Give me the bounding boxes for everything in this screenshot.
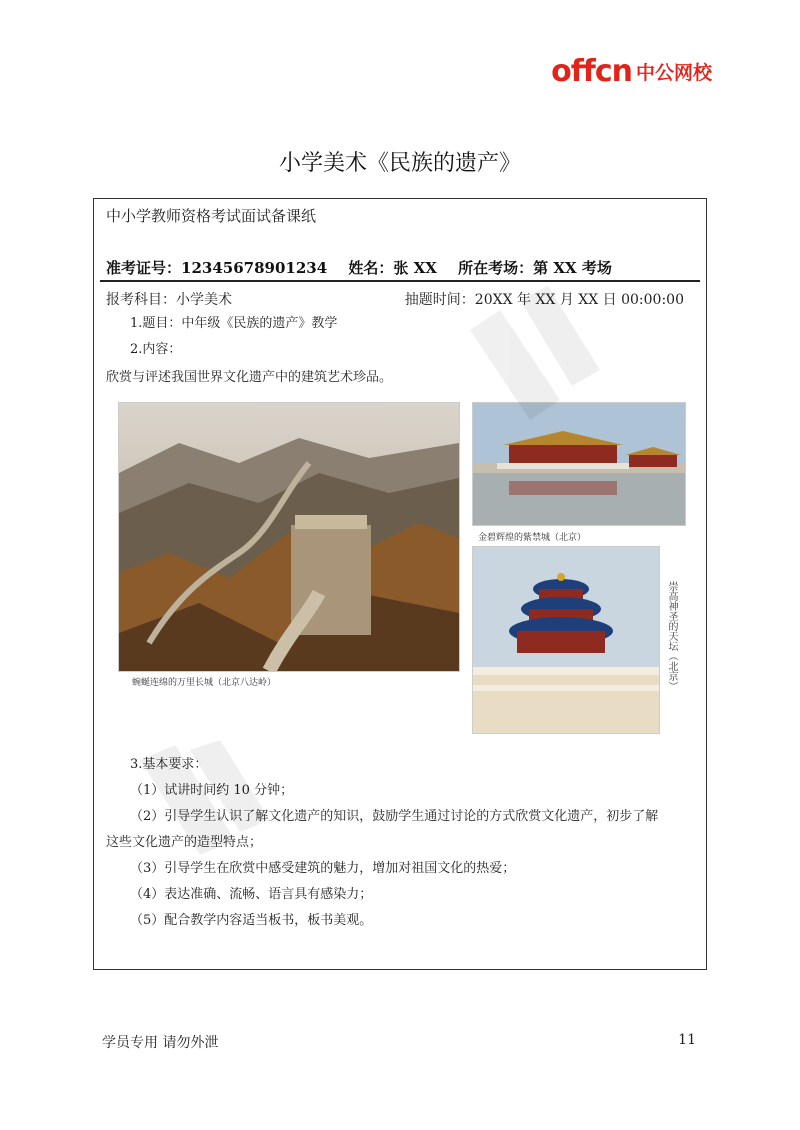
page-number: 11 (678, 1032, 696, 1048)
requirements-label: 3.基本要求： (130, 757, 208, 772)
lesson-plan-card (93, 198, 707, 970)
content-text: 欣赏与评述我国世界文化遗产中的建筑艺术珍品。 (106, 370, 393, 385)
exam-subject: 报考科目：小学美术 (106, 292, 232, 308)
requirement-2-cont: 这些文化遗产的造型特点； (106, 835, 263, 850)
brand-name: 中公网校 (635, 62, 712, 84)
great-wall-image (118, 402, 460, 672)
brand-logo (551, 54, 712, 89)
requirement-1: （1）试讲时间约 10 分钟； (130, 783, 294, 798)
brand-mark: offcn (551, 54, 632, 89)
draw-time: 抽题时间：20XX 年 XX 月 XX 日 00:00:00 (404, 292, 684, 308)
requirement-4: （4）表达准确、流畅、语言具有感染力； (130, 887, 373, 902)
page-title: 小学美术《民族的遗产》 (278, 151, 521, 176)
temple-of-heaven-image (472, 546, 660, 734)
forbidden-city-image (472, 402, 686, 526)
exam-venue: 所在考场：第 XX 考场 (458, 259, 612, 277)
forbidden-city-caption: 金碧辉煌的紫禁城（北京） (478, 533, 587, 543)
requirement-2: （2）引导学生认识了解文化遗产的知识，鼓励学生通过讨论的方式欣赏文化遗产，初步了解 (130, 809, 659, 824)
ticket-number: 准考证号：12345678901234 (106, 259, 328, 277)
requirement-5: （5）配合教学内容适当板书，板书美观。 (130, 913, 373, 928)
header-divider (100, 280, 700, 282)
footer-notice: 学员专用 请勿外泄 (102, 1035, 219, 1051)
temple-caption: 崇高神圣的天坛（北京） (666, 581, 677, 691)
card-header: 中小学教师资格考试面试备课纸 (106, 207, 317, 225)
content-label: 2.内容： (130, 342, 182, 357)
requirement-3: （3）引导学生在欣赏中感受建筑的魅力，增加对祖国文化的热爱； (130, 861, 516, 876)
candidate-info (106, 257, 628, 278)
topic: 1.题目：中年级《民族的遗产》教学 (130, 316, 338, 331)
candidate-name: 姓名：张 XX (348, 259, 437, 277)
great-wall-caption: 蜿蜒连绵的万里长城（北京八达岭） (132, 678, 277, 688)
